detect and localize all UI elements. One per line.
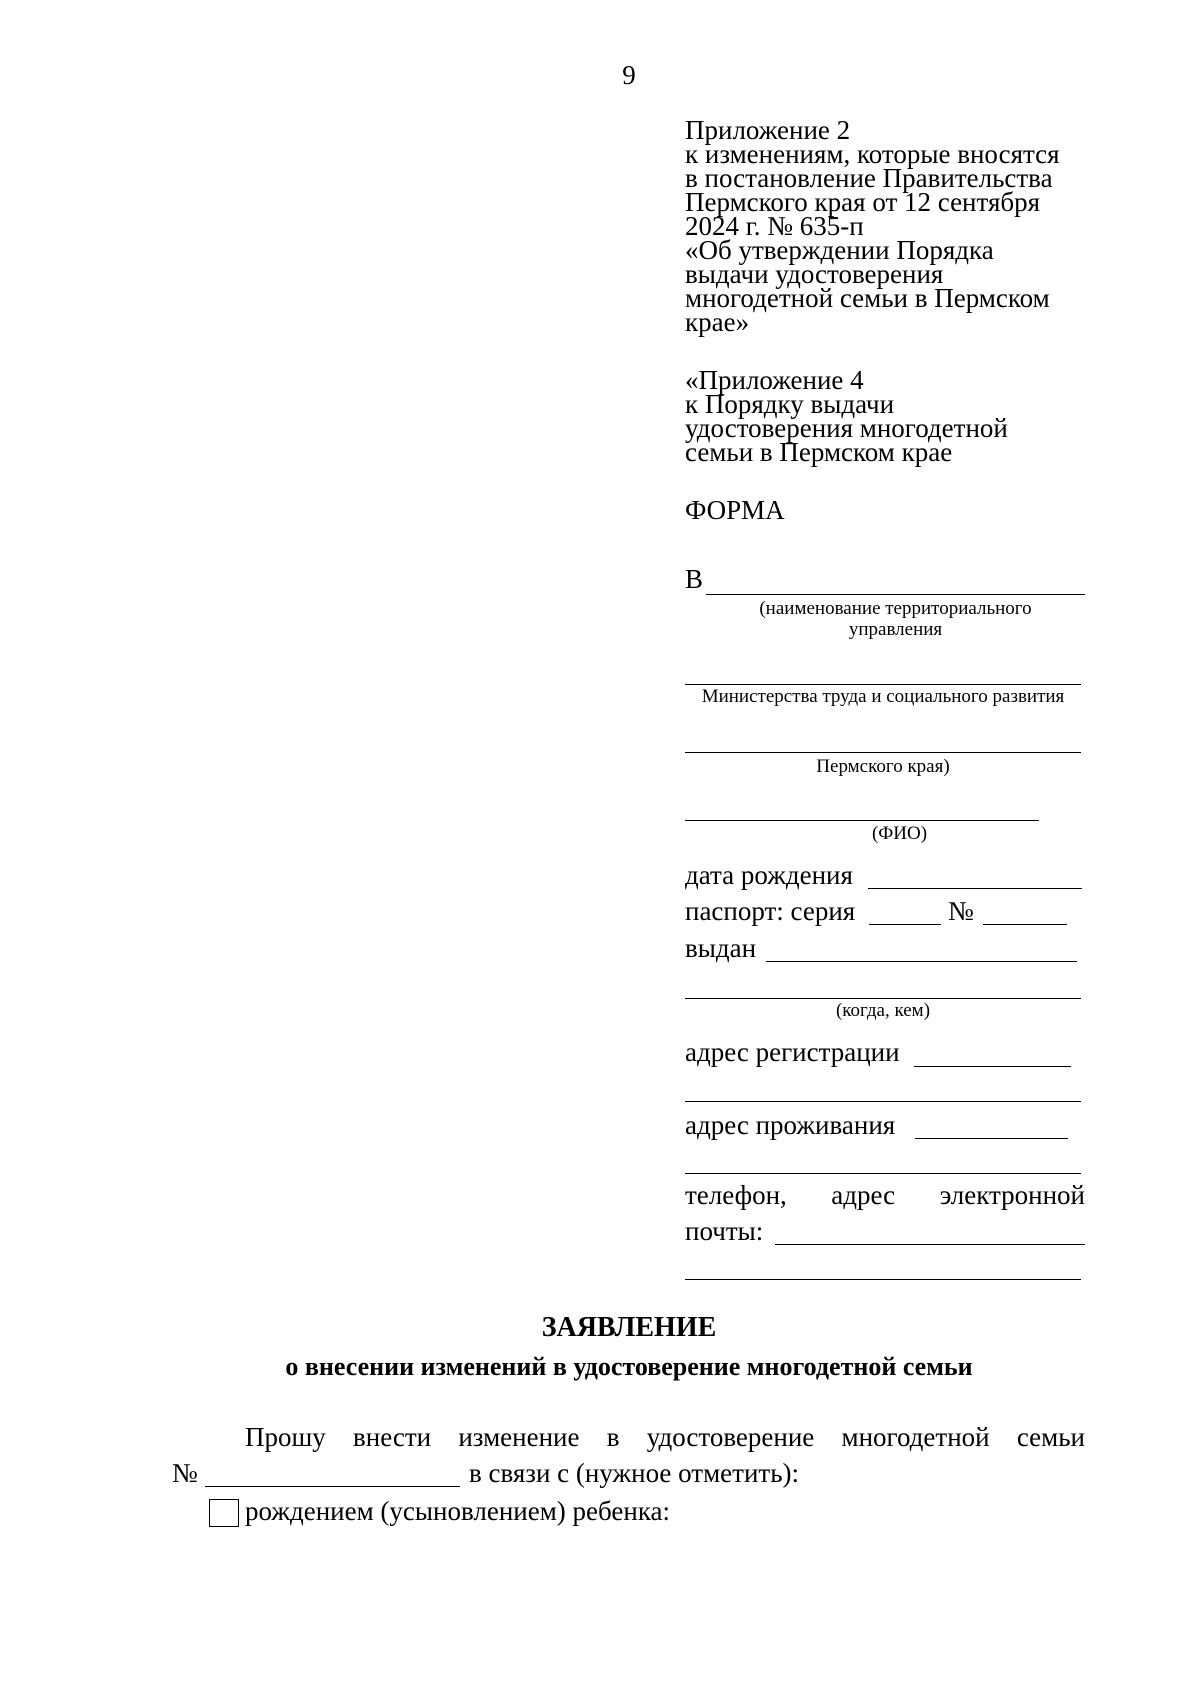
addressee-caption-2: Министерства труда и социального развития xyxy=(701,686,1065,707)
passport-number-label: № xyxy=(948,896,974,926)
live-address-field-2[interactable] xyxy=(685,1173,1081,1174)
appendix2-line: «Об утверждении Порядка xyxy=(685,235,994,265)
paragraph-word: внести xyxy=(353,1422,432,1452)
birth-adoption-label: рождением (усыновлением) ребенка: xyxy=(245,1496,671,1526)
issued-caption: (когда, кем) xyxy=(835,1000,931,1021)
statement-paragraph xyxy=(245,1422,1085,1453)
issued-label: выдан xyxy=(685,933,757,963)
appendix2-line: к изменениям, которые вносятся xyxy=(685,139,1060,169)
contact-label xyxy=(685,1180,1085,1211)
caption-text: управления xyxy=(848,619,943,640)
addressee-prefix: В xyxy=(685,564,704,594)
appendix2-line: Приложение 2 xyxy=(685,115,851,145)
appendix2-line: в постановление Правительства xyxy=(685,163,1053,193)
contact-word: телефон, xyxy=(685,1180,787,1210)
form-label: ФОРМА xyxy=(685,495,785,525)
birth-adoption-checkbox[interactable] xyxy=(209,1499,239,1527)
contact-label-2: почты: xyxy=(685,1216,764,1246)
appendix2-line: многодетной семьи в Пермском xyxy=(685,283,1050,313)
addressee-line-1[interactable] xyxy=(706,594,1085,595)
certificate-number-field[interactable] xyxy=(205,1486,460,1487)
fio-line[interactable] xyxy=(685,820,1039,821)
statement-title: ЗАЯВЛЕНИЕ xyxy=(541,1312,717,1343)
passport-number-field[interactable] xyxy=(983,924,1067,925)
addressee-line-3[interactable] xyxy=(685,752,1081,753)
paragraph-word: семьи xyxy=(1016,1422,1085,1452)
live-address-field[interactable] xyxy=(915,1138,1068,1139)
appendix4-line: к Порядку выдачи xyxy=(685,389,895,419)
paragraph-word: изменение xyxy=(458,1422,580,1452)
addressee-caption-3: Пермского края) xyxy=(816,756,950,777)
appendix2-line: 2024 г. № 635-п xyxy=(685,211,864,241)
contact-field[interactable] xyxy=(775,1244,1085,1245)
contact-field-2[interactable] xyxy=(685,1279,1081,1280)
reg-address-field[interactable] xyxy=(914,1066,1071,1067)
issued-field-2[interactable] xyxy=(685,998,1081,999)
appendix2-line: выдачи удостоверения xyxy=(685,259,944,289)
appendix4-header xyxy=(685,365,1085,467)
passport-series-label: паспорт: серия xyxy=(685,896,856,926)
statement-paragraph-tail: в связи с (нужное отметить): xyxy=(469,1458,800,1488)
page-number: 9 xyxy=(622,60,636,90)
contact-word: электронной xyxy=(939,1180,1085,1210)
live-address-label: адрес проживания xyxy=(685,1110,896,1140)
reg-address-label: адрес регистрации xyxy=(685,1037,900,1067)
addressee-caption-1 xyxy=(706,598,1085,640)
paragraph-word: многодетной xyxy=(841,1422,990,1452)
appendix4-line: удостоверения многодетной xyxy=(685,413,1008,443)
appendix2-header xyxy=(685,115,1085,337)
birth-date-field[interactable] xyxy=(868,888,1082,889)
appendix2-line: Пермского края от 12 сентября xyxy=(685,187,1041,217)
statement-subtitle: о внесении изменений в удостоверение многодетной семьи xyxy=(285,1352,973,1381)
reg-address-field-2[interactable] xyxy=(685,1101,1081,1102)
appendix2-line: крае» xyxy=(685,307,750,337)
addressee-line-2[interactable] xyxy=(685,684,1081,685)
issued-field[interactable] xyxy=(766,961,1077,962)
certificate-number-label: № xyxy=(172,1458,198,1488)
passport-series-field[interactable] xyxy=(869,924,941,925)
paragraph-word: Прошу xyxy=(245,1422,326,1452)
paragraph-word: в xyxy=(606,1422,620,1452)
appendix4-line: семьи в Пермском крае xyxy=(685,437,953,467)
appendix4-line: «Приложение 4 xyxy=(685,365,864,395)
birth-date-label: дата рождения xyxy=(685,860,853,890)
fio-caption: (ФИО) xyxy=(871,823,928,844)
contact-word: адрес xyxy=(831,1180,896,1210)
caption-text: (наименование территориального xyxy=(759,598,1032,619)
paragraph-word: удостоверение xyxy=(646,1422,815,1452)
